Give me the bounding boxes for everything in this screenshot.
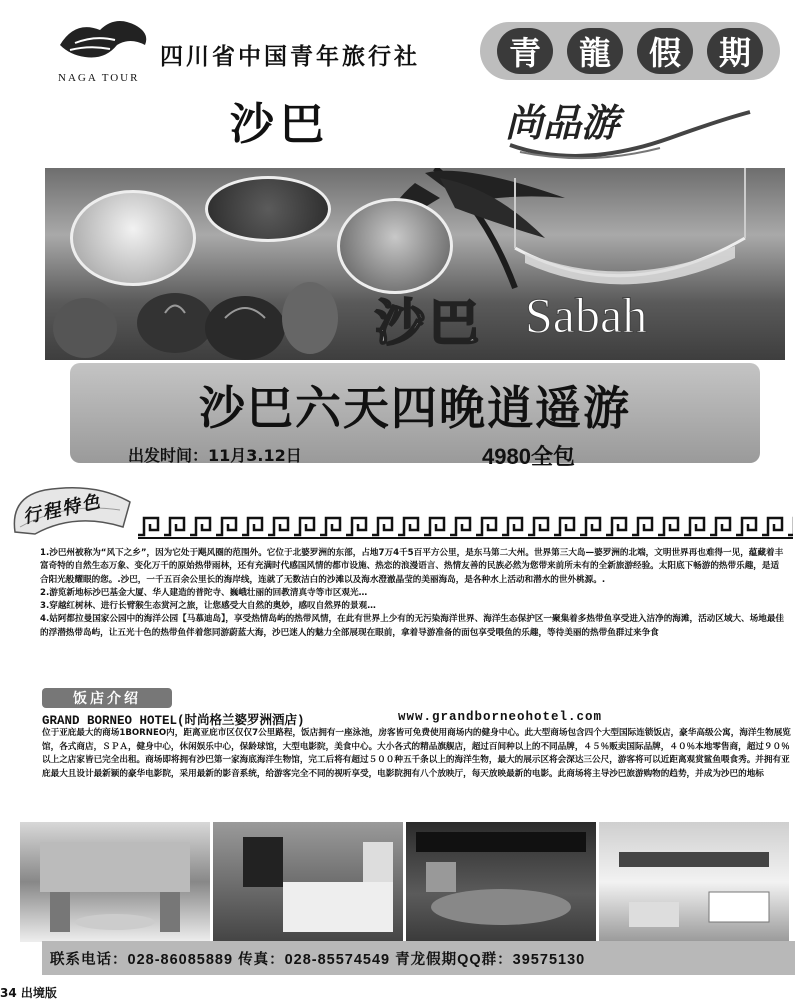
hotel-lobby-photo	[20, 822, 210, 942]
trip-title: 沙巴六天四晚逍遥游	[199, 381, 631, 435]
logo-text: NAGA TOUR	[58, 72, 140, 84]
brand-logo	[480, 22, 780, 80]
destination-title: 沙巴	[230, 99, 330, 150]
brand-char: 期	[707, 28, 763, 74]
mosque-photo	[70, 190, 196, 286]
pattern-border-icon	[138, 510, 793, 540]
hotel-restaurant-photo	[599, 822, 789, 942]
agency-name: 四川省中国青年旅行社	[160, 44, 420, 70]
hotel-badge: 饭店介绍	[42, 688, 172, 708]
brand-char: 假	[637, 28, 693, 74]
hotel-pool-photo	[406, 822, 596, 942]
brand-char: 青	[497, 28, 553, 74]
dragon-logo-icon	[55, 15, 155, 70]
hotel-url: www.grandborneohotel.com	[398, 710, 603, 724]
hotel-name: GRAND BORNEO HOTEL(时尚格兰婆罗洲酒店)	[42, 714, 305, 728]
itinerary-item: 1.沙巴州被称为“风下之乡”，因为它处于飓风圈的范围外。它位于北婆罗洲的东部，占地7万4千5百平方公里，是东马第二大州。世界第三大岛—婆罗洲的北端，文明世界再也难得一见，蕴藏着丰富奇特的自然生态万象、变化万千的原始热带雨林，还有充满时代感国风情的都市设施、热恋的浪漫语言、热情友善的民族必然为您带来前所未有的全新旅游经验。太阳底下畅游的热带乐趣，是适合阳光般耀眼的您。.沙巴，一千五百余公里长的海岸线，连就了无数洁白的沙滩以及海水澄澈晶莹的美丽海岛，是各种水上活动和潜水的世外桃源。.	[40, 548, 784, 585]
itinerary-item: 2.游览新地标沙巴基金大厦、华人建造的普陀寺、巍峨壮丽的回教清真寺等市区观光…	[40, 587, 368, 598]
sabah-banner	[45, 168, 785, 360]
proboscis-monkey-photo	[337, 198, 453, 294]
slogan: 尚品游	[505, 100, 620, 145]
banner-title-cn: 沙巴	[375, 294, 483, 352]
itinerary-text	[40, 547, 785, 640]
banner-title-en: Sabah	[525, 287, 648, 343]
trip-price: 4980全包	[482, 444, 575, 469]
food-photo	[205, 176, 331, 242]
departure-date: 出发时间：11月3.12日	[128, 446, 302, 465]
itinerary-item: 3.穿越红树林、进行长臂猴生态赏河之旅，让您感受大自然的奥妙，感叹自然界的景观…	[40, 601, 376, 612]
itinerary-item: 4.姑阿都拉曼国家公园中的海洋公园【马慕迪岛】，享受热情岛屿的热带风情，在此有世界上少有的无污染海洋世界、海洋生态保护区一聚集着多热带鱼享受进入洁净的海滩，活动区域大、场地最佳的浮潜热带岛屿，让五光十色的热带鱼伴着您同游蔚蓝大海，沙巴迷人的魅力全部展现在眼前，拿着导游准备的面包享受喂鱼的乐趣，等待美丽的热带鱼群过来争食	[40, 614, 785, 638]
hotel-description: 位于亚庇最大的商场1BORNEO内，距离亚庇市区仅仅7公里路程，饭店拥有一座泳池，房客皆可免费使用商场内的健身中心。此大型商场包含四个大型国际连锁饭店，豪华高级公寓，海洋生物展览馆，各式商店，ＳＰＡ，健身中心，休闲娱乐中心，保龄球馆，大型电影院，美食中心。大小各式的精品旗舰店，超过百间种以上的不同品牌，４５％贩卖国际品牌，４０％本地零售商，超过９０％以上之店家皆已完全出租。商场即将拥有沙巴第一家海底海洋生物馆，完工后将有超过５００种五千条以上的海洋生物，最大的展示区将会深达三公尺，游客将可以近距离观赏鲨鱼喂食秀。并拥有亚庇最大且设计最新颖的豪华电影院，采用最新的影音系统，给游客完全不同的视听享受，电影院拥有八个放映厅，每天放映最新的电影。此商场将主导沙巴旅游购物的趋势，并成为沙巴的地标	[42, 728, 791, 779]
hotel-bedroom-photo	[213, 822, 403, 942]
page-number: 34 出境版	[0, 986, 57, 1000]
feature-badge-label: 行程特色	[21, 490, 104, 529]
brand-char: 龍	[567, 28, 623, 74]
contact-info: 联系电话：028-86085889 传真：028-85574549 青龙假期QQ群：39575130	[50, 952, 586, 968]
